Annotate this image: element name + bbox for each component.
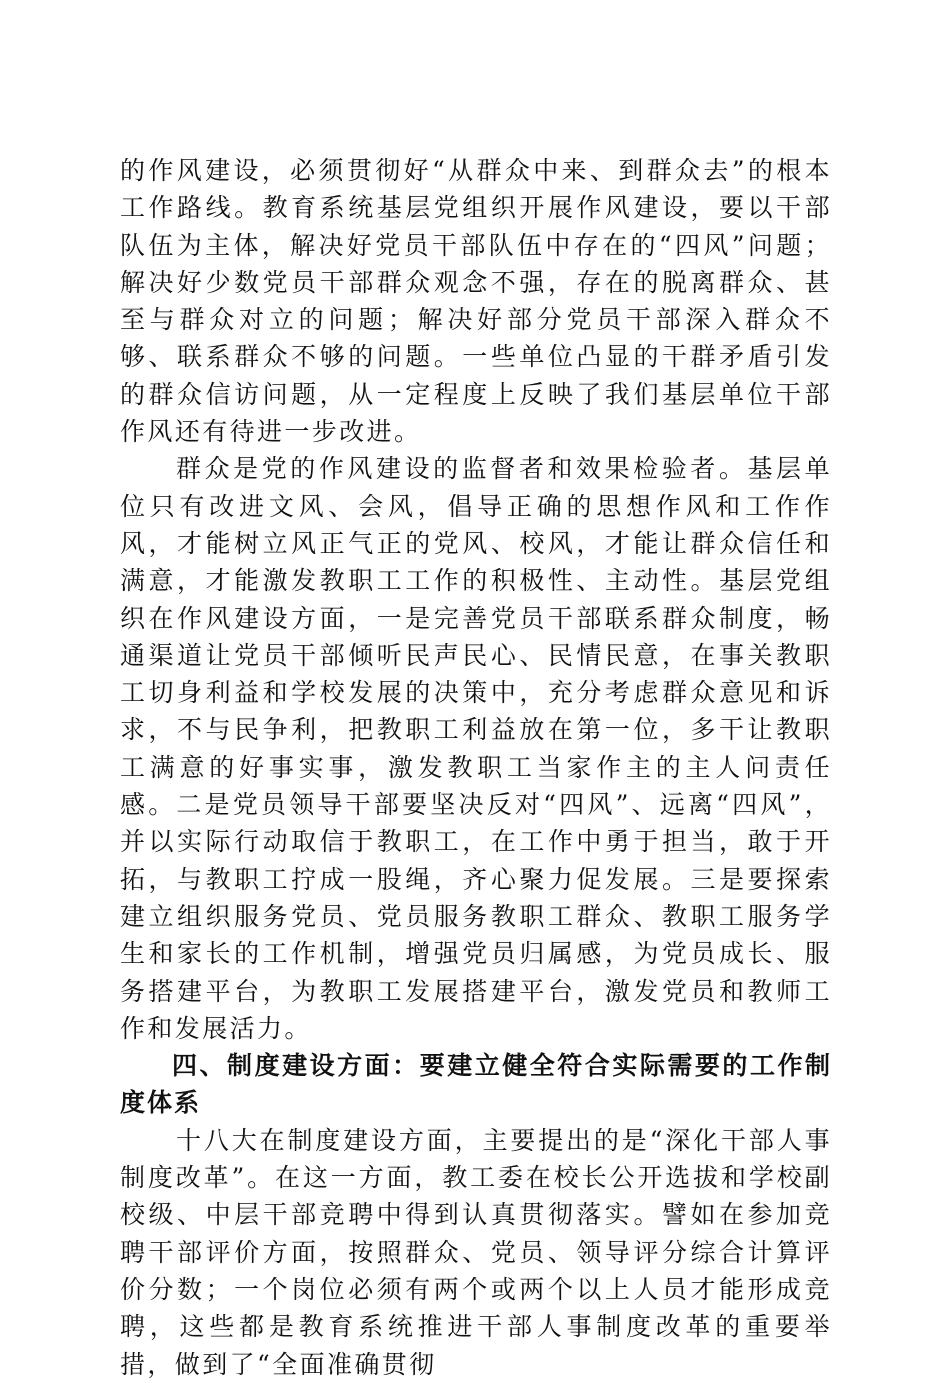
paragraph-institution-building: 十八大在制度建设方面，主要提出的是“深化干部人事制度改革”。在这一方面，教工委在校长公开选拔和学校副校级、中层干部竞聘中得到认真贯彻落实。譬如在参加竞聘干部评价方面，按照群众、党员、领导评分综合计算评价分数；一个岗位必须有两个或两个以上人员才能形成竞聘，这些都是教育系统推进干部人事制度改革的重要举措，做到了“全面准确贯彻	[120, 1125, 832, 1379]
section-heading: 四、制度建设方面：要建立健全符合实际需要的工作制度体系	[120, 1051, 832, 1118]
paragraph-continued: 的作风建设，必须贯彻好“从群众中来、到群众去”的根本工作路线。教育系统基层党组织开展作风建设，要以干部队伍为主体，解决好党员干部队伍中存在的“四风”问题；解决好少数党员干部群众观念不强，存在的脱离群众、甚至与群众对立的问题；解决好部分党员干部深入群众不够、联系群众不够的问题。一些单位凸显的干群矛盾引发的群众信访问题，从一定程度上反映了我们基层单位干部作风还有待进一步改进。	[120, 156, 832, 447]
document-body	[120, 152, 832, 1383]
paragraph-masses-supervision: 群众是党的作风建设的监督者和效果检验者。基层单位只有改进文风、会风，倡导正确的思想作风和工作作风，才能树立风正气正的党风、校风，才能让群众信任和满意，才能激发教职工工作的积极性、主动性。基层党组织在作风建设方面，一是完善党员干部联系群众制度，畅通渠道让党员干部倾听民声民心、民情民意，在事关教职工切身利益和学校发展的决策中，充分考虑群众意见和诉求，不与民争利，把教职工利益放在第一位，多干让教职工满意的好事实事，激发教职工当家作主的主人问责任感。二是党员领导干部要坚决反对“四风”、远离“四风”，并以实际行动取信于教职工，在工作中勇于担当，敢于开拓，与教职工拧成一股绳，齐心聚力促发展。三是要探索建立组织服务党员、党员服务教职工群众、教职工服务学生和家长的工作机制，增强党员归属感，为党员成长、服务搭建平台，为教职工发展搭建平台，激发党员和教师工作和发展活力。	[120, 454, 832, 1043]
